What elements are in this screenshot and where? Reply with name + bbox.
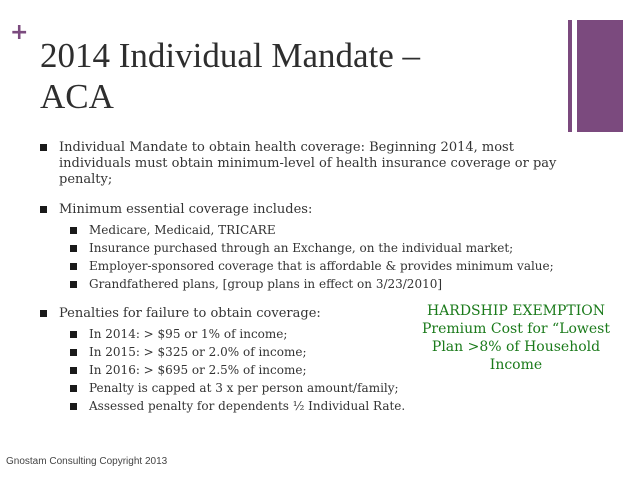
sub-bullet [70,399,406,414]
sub-bullet-text: In 2016: > $695 or 2.5% of income; [89,363,307,377]
bullet-square-icon [40,206,47,213]
sub-bullet-text: Employer-sponsored coverage that is affordable & provides minimum value; [89,259,554,273]
sub-bullet-text: In 2015: > $325 or 2.0% of income; [89,345,307,359]
bullet-square-icon [70,367,77,374]
slide-title [40,35,540,117]
title-line-1: 2014 Individual Mandate – [40,36,421,75]
bullet-square-icon [70,385,77,392]
bullet-square-icon [70,403,77,410]
sub-bullet-text: Penalty is capped at 3 x per person amount/family; [89,381,399,395]
hardship-line-1: HARDSHIP EXEMPTION [426,303,606,319]
sub-bullet [70,381,400,396]
sub-bullet-text: Assessed penalty for dependents ½ Individual Rate. [89,399,406,413]
bullet-minimum-coverage [40,202,560,218]
hardship-line-2: Premium Cost for “Lowest [421,321,610,337]
bullet-text: Penalties for failure to obtain coverage: [59,306,321,321]
plus-icon: + [10,20,29,45]
sub-bullet-text: Medicare, Medicaid, TRICARE [89,223,276,237]
bullet-square-icon [70,331,77,338]
footer-copyright: Gnostam Consulting Copyright 2013 [6,456,168,467]
bullet-square-icon [70,263,77,270]
hardship-line-3: Plan >8% of Household [431,339,601,355]
sub-bullet [70,345,400,360]
sub-bullet-text: Insurance purchased through an Exchange, on the individual market; [89,241,514,255]
bullet-square-icon [70,245,77,252]
sub-bullet [70,277,560,292]
sub-bullet-text: In 2014: > $95 or 1% of income; [89,327,288,341]
hardship-exemption-note [410,302,622,374]
accent-bar-thick [577,20,623,132]
bullet-text: Individual Mandate to obtain health coverage: Beginning 2014, most individuals must obtain minimum-level of health insurance coverage or pay penalty; [59,140,557,187]
sub-bullet [70,327,400,342]
bullet-square-icon [70,227,77,234]
bullet-square-icon [70,281,77,288]
accent-bar-thin [568,20,572,132]
sub-bullet-text: Grandfathered plans, [group plans in effect on 3/23/2010] [89,277,443,291]
bullet-square-icon [70,349,77,356]
bullet-square-icon [40,310,47,317]
sub-bullet [70,241,560,256]
sub-bullet [70,259,560,274]
bullet-individual-mandate [40,140,560,188]
bullet-text: Minimum essential coverage includes: [59,202,313,217]
sub-bullet [70,223,560,238]
sub-bullet [70,363,400,378]
bullet-square-icon [40,144,47,151]
bullet-penalties [40,306,400,322]
title-line-2: ACA [40,77,114,116]
hardship-line-4: Income [489,357,543,373]
